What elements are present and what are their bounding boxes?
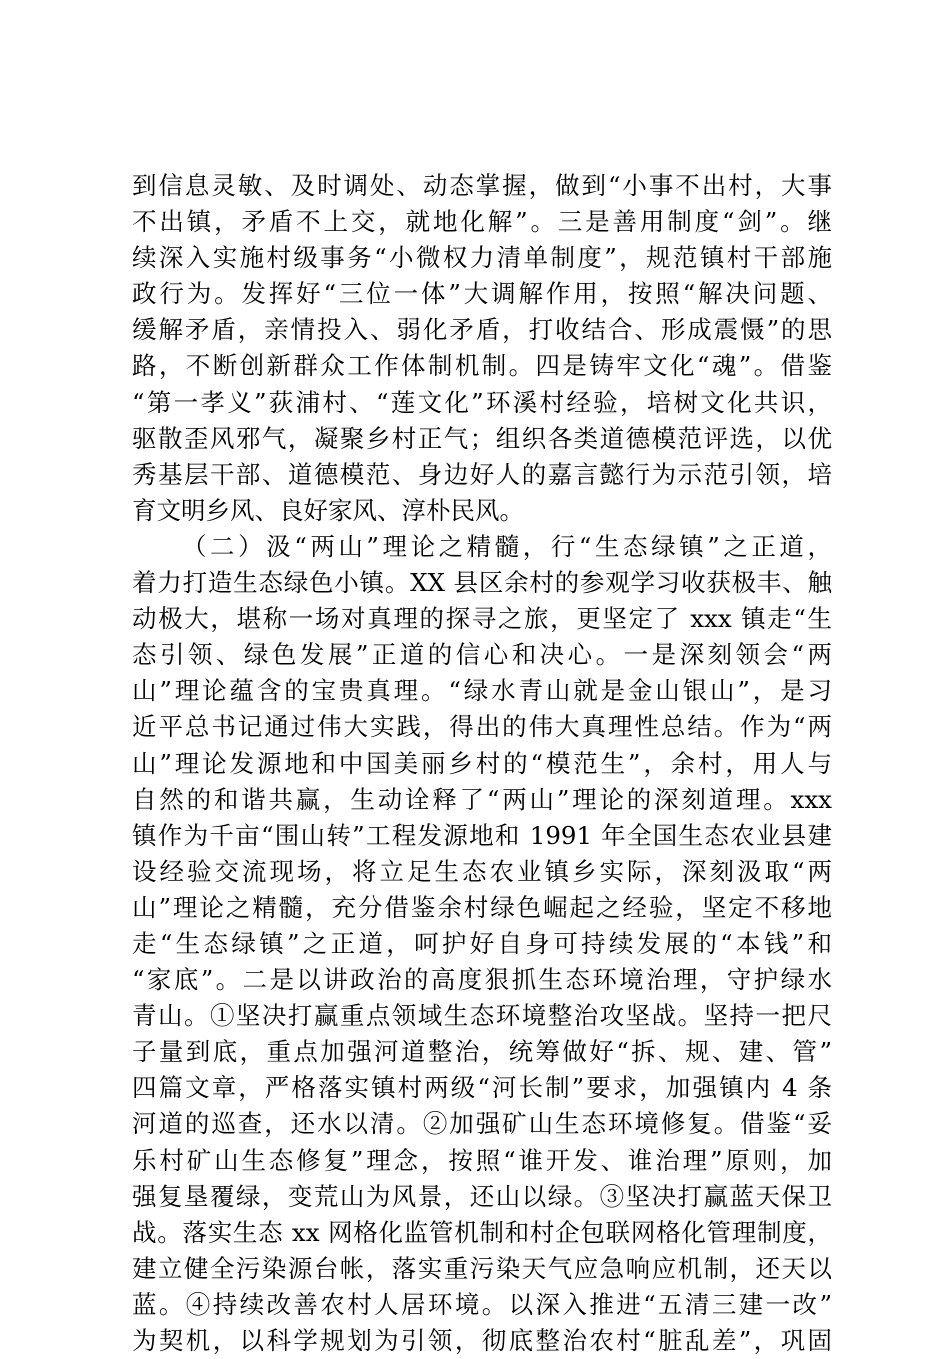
text-line: 山”理论发源地和中国美丽乡村的“模范生”，余村，用人与 [132,748,832,778]
text-line: 乐村矿山生态修复”理念，按照“谁开发、谁治理”原则，加 [132,1145,832,1175]
text-line: 政行为。发挥好“三位一体”大调解作用，按照“解决问题、 [132,279,832,309]
text-line: 自然的和谐共赢，生动诠释了“两山”理论的深刻道理。xxx [132,784,832,814]
text-line: 秀基层干部、道德模范、身边好人的嘉言懿行为示范引领，培 [132,459,832,489]
text-line: 子量到底，重点加强河道整治，统筹做好“拆、规、建、管” [132,1037,832,1067]
text-line: 路，不断创新群众工作体制机制。四是铸牢文化“魂”。借鉴 [132,351,832,381]
text-line: 着力打造生态绿色小镇。XX 县区余村的参观学习收获极丰、触 [132,568,832,598]
text-line: 强复垦覆绿，变荒山为风景，还山以绿。③坚决打赢蓝天保卫 [132,1181,832,1211]
text-line: “家底”。二是以讲政治的高度狠抓生态环境治理，守护绿水 [132,965,832,995]
text-line: 不出镇，矛盾不上交，就地化解”。三是善用制度“剑”。继 [132,207,832,237]
text-line: 续深入实施村级事务“小微权力清单制度”，规范镇村干部施 [132,243,832,273]
text-line: 青山。①坚决打赢重点领域生态环境整治攻坚战。坚持一把尺 [132,1001,832,1031]
text-line: 山”理论蕴含的宝贵真理。“绿水青山就是金山银山”，是习 [132,676,832,706]
text-line: 建立健全污染源台帐，落实重污染天气应急响应机制，还天以 [132,1253,832,1283]
text-line: 战。落实生态 xx 网格化监管机制和村企包联网格化管理制度， [132,1217,832,1247]
text-line: 河道的巡查，还水以清。②加强矿山生态环境修复。借鉴“妥 [132,1109,832,1139]
text-line: 四篇文章，严格落实镇村两级“河长制”要求，加强镇内 4 条 [132,1073,832,1103]
text-line: 育文明乡风、良好家风、淳朴民风。 [132,495,524,525]
text-line: 镇作为千亩“围山转”工程发源地和 1991 年全国生态农业县建 [132,820,832,850]
text-line: 动极大，堪称一场对真理的探寻之旅，更坚定了 xxx 镇走“生 [132,604,832,634]
text-line: 蓝。④持续改善农村人居环境。以深入推进“五清三建一改” [132,1289,832,1319]
section-heading-line: （二）汲“两山”理论之精髓，行“生态绿镇”之正道， [182,531,832,561]
text-line: “第一孝义”荻浦村、“莲文化”环溪村经验，培树文化共识， [132,387,832,417]
text-line: 设经验交流现场，将立足生态农业镇乡实际，深刻汲取“两 [132,856,832,886]
text-line: 山”理论之精髓，充分借鉴余村绿色崛起之经验，坚定不移地 [132,892,832,922]
body-text [132,168,832,1359]
text-line: 走“生态绿镇”之正道，呵护好自身可持续发展的“本钱”和 [132,928,832,958]
text-line: 近平总书记通过伟大实践，得出的伟大真理性总结。作为“两 [132,712,832,742]
text-line: 到信息灵敏、及时调处、动态掌握，做到“小事不出村，大事 [132,171,832,200]
text-line: 驱散歪风邪气，凝聚乡村正气；组织各类道德模范评选，以优 [132,423,832,453]
text-line: 为契机，以科学规划为引领，彻底整治农村“脏乱差”，巩固 [132,1326,832,1355]
text-line: 态引领、绿色发展”正道的信心和决心。一是深刻领会“两 [132,640,832,670]
text-line: 缓解矛盾，亲情投入、弱化矛盾，打收结合、形成震慑”的思 [132,315,832,345]
